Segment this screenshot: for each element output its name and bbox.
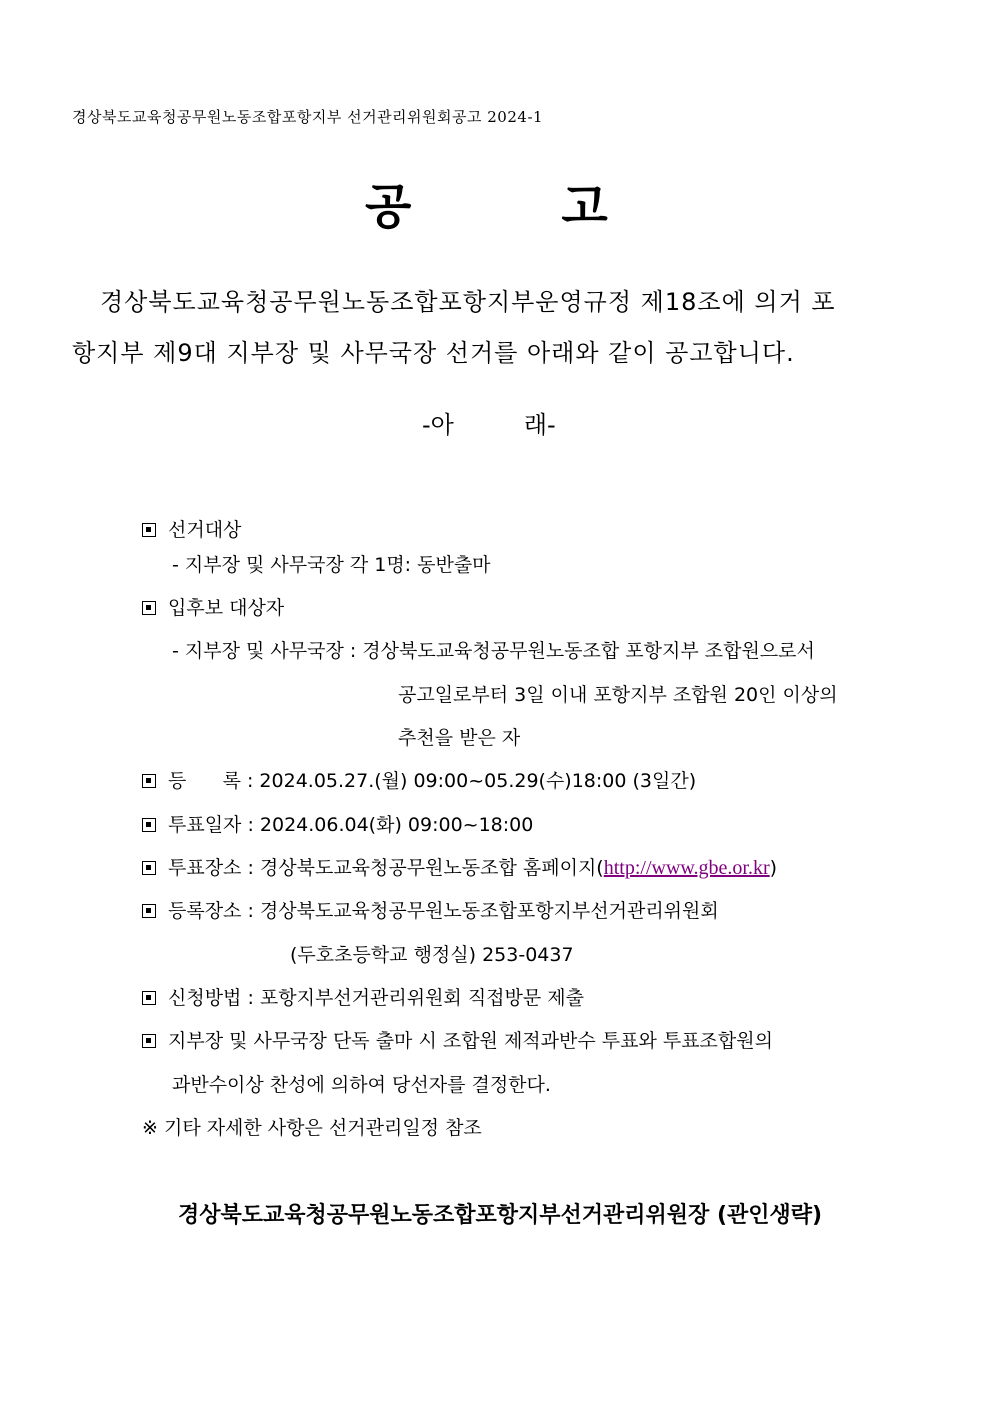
item-registration-place [142, 896, 719, 923]
square-bullet-icon [142, 774, 156, 788]
item-candidate-line-2: 공고일로부터 3일 이내 포항지부 조합원 20인 이상의 [398, 684, 838, 706]
notice-number: 경상북도교육청공무원노동조합포항지부 선거관리위원회공고 2024-1 [72, 108, 544, 126]
item-text: 등록장소 : 경상북도교육청공무원노동조합포항지부선거관리위원회 [168, 900, 719, 922]
intro-line-1: 경상북도교육청공무원노동조합포항지부운영규정 제18조에 의거 포 [100, 288, 836, 316]
square-bullet-icon [142, 861, 156, 875]
item-text: 신청방법 : 포항지부선거관리위원회 직접방문 제출 [168, 987, 584, 1009]
page-title [365, 168, 608, 237]
item-candidate [142, 593, 284, 620]
item-text: 지부장 및 사무국장 단독 출마 시 조합원 제적과반수 투표와 투표조합원의 [168, 1030, 773, 1052]
item-vote-place [142, 853, 777, 880]
item-text: 투표일자 : 2024.06.04(화) 09:00~18:00 [168, 814, 534, 836]
square-bullet-icon [142, 991, 156, 1005]
square-bullet-icon [142, 818, 156, 832]
item-election-target-detail: - 지부장 및 사무국장 각 1명: 동반출마 [172, 554, 491, 576]
square-bullet-icon [142, 1034, 156, 1048]
item-vote-date [142, 810, 533, 837]
note: ※ 기타 자세한 사항은 선거관리일정 참조 [142, 1117, 482, 1139]
item-text-suffix: ) [769, 857, 778, 879]
item-application-method [142, 983, 584, 1010]
item-text: 투표장소 : 경상북도교육청공무원노동조합 홈페이지( [168, 857, 604, 879]
title-right: 고 [561, 179, 608, 235]
item-candidate-line-1: - 지부장 및 사무국장 : 경상북도교육청공무원노동조합 포항지부 조합원으로서 [172, 640, 815, 662]
title-left: 공 [365, 179, 412, 235]
item-label: 입후보 대상자 [168, 597, 285, 619]
square-bullet-icon [142, 904, 156, 918]
item-single-candidate [142, 1026, 773, 1053]
below-heading-left: -아 [422, 411, 454, 439]
item-registration-place-line-2: (두호초등학교 행정실) 253-0437 [290, 944, 574, 966]
item-registration [142, 766, 696, 793]
square-bullet-icon [142, 601, 156, 615]
item-candidate-line-3: 추천을 받은 자 [398, 727, 521, 749]
below-heading [422, 405, 556, 440]
signature-line: 경상북도교육청공무원노동조합포항지부선거관리위원장 (관인생략) [178, 1203, 823, 1228]
item-text: 등 록 : 2024.05.27.(월) 09:00~05.29(수)18:00 (3일간) [168, 770, 697, 792]
below-heading-right: 래- [523, 411, 556, 439]
item-single-candidate-line-2: 과반수이상 찬성에 의하여 당선자를 결정한다. [172, 1074, 551, 1096]
intro-line-2: 항지부 제9대 지부장 및 사무국장 선거를 아래와 같이 공고합니다. [72, 339, 795, 367]
homepage-link[interactable]: http://www.gbe.or.kr [603, 857, 770, 879]
item-election-target [142, 515, 241, 542]
item-label: 선거대상 [168, 519, 242, 541]
square-bullet-icon [142, 523, 156, 537]
